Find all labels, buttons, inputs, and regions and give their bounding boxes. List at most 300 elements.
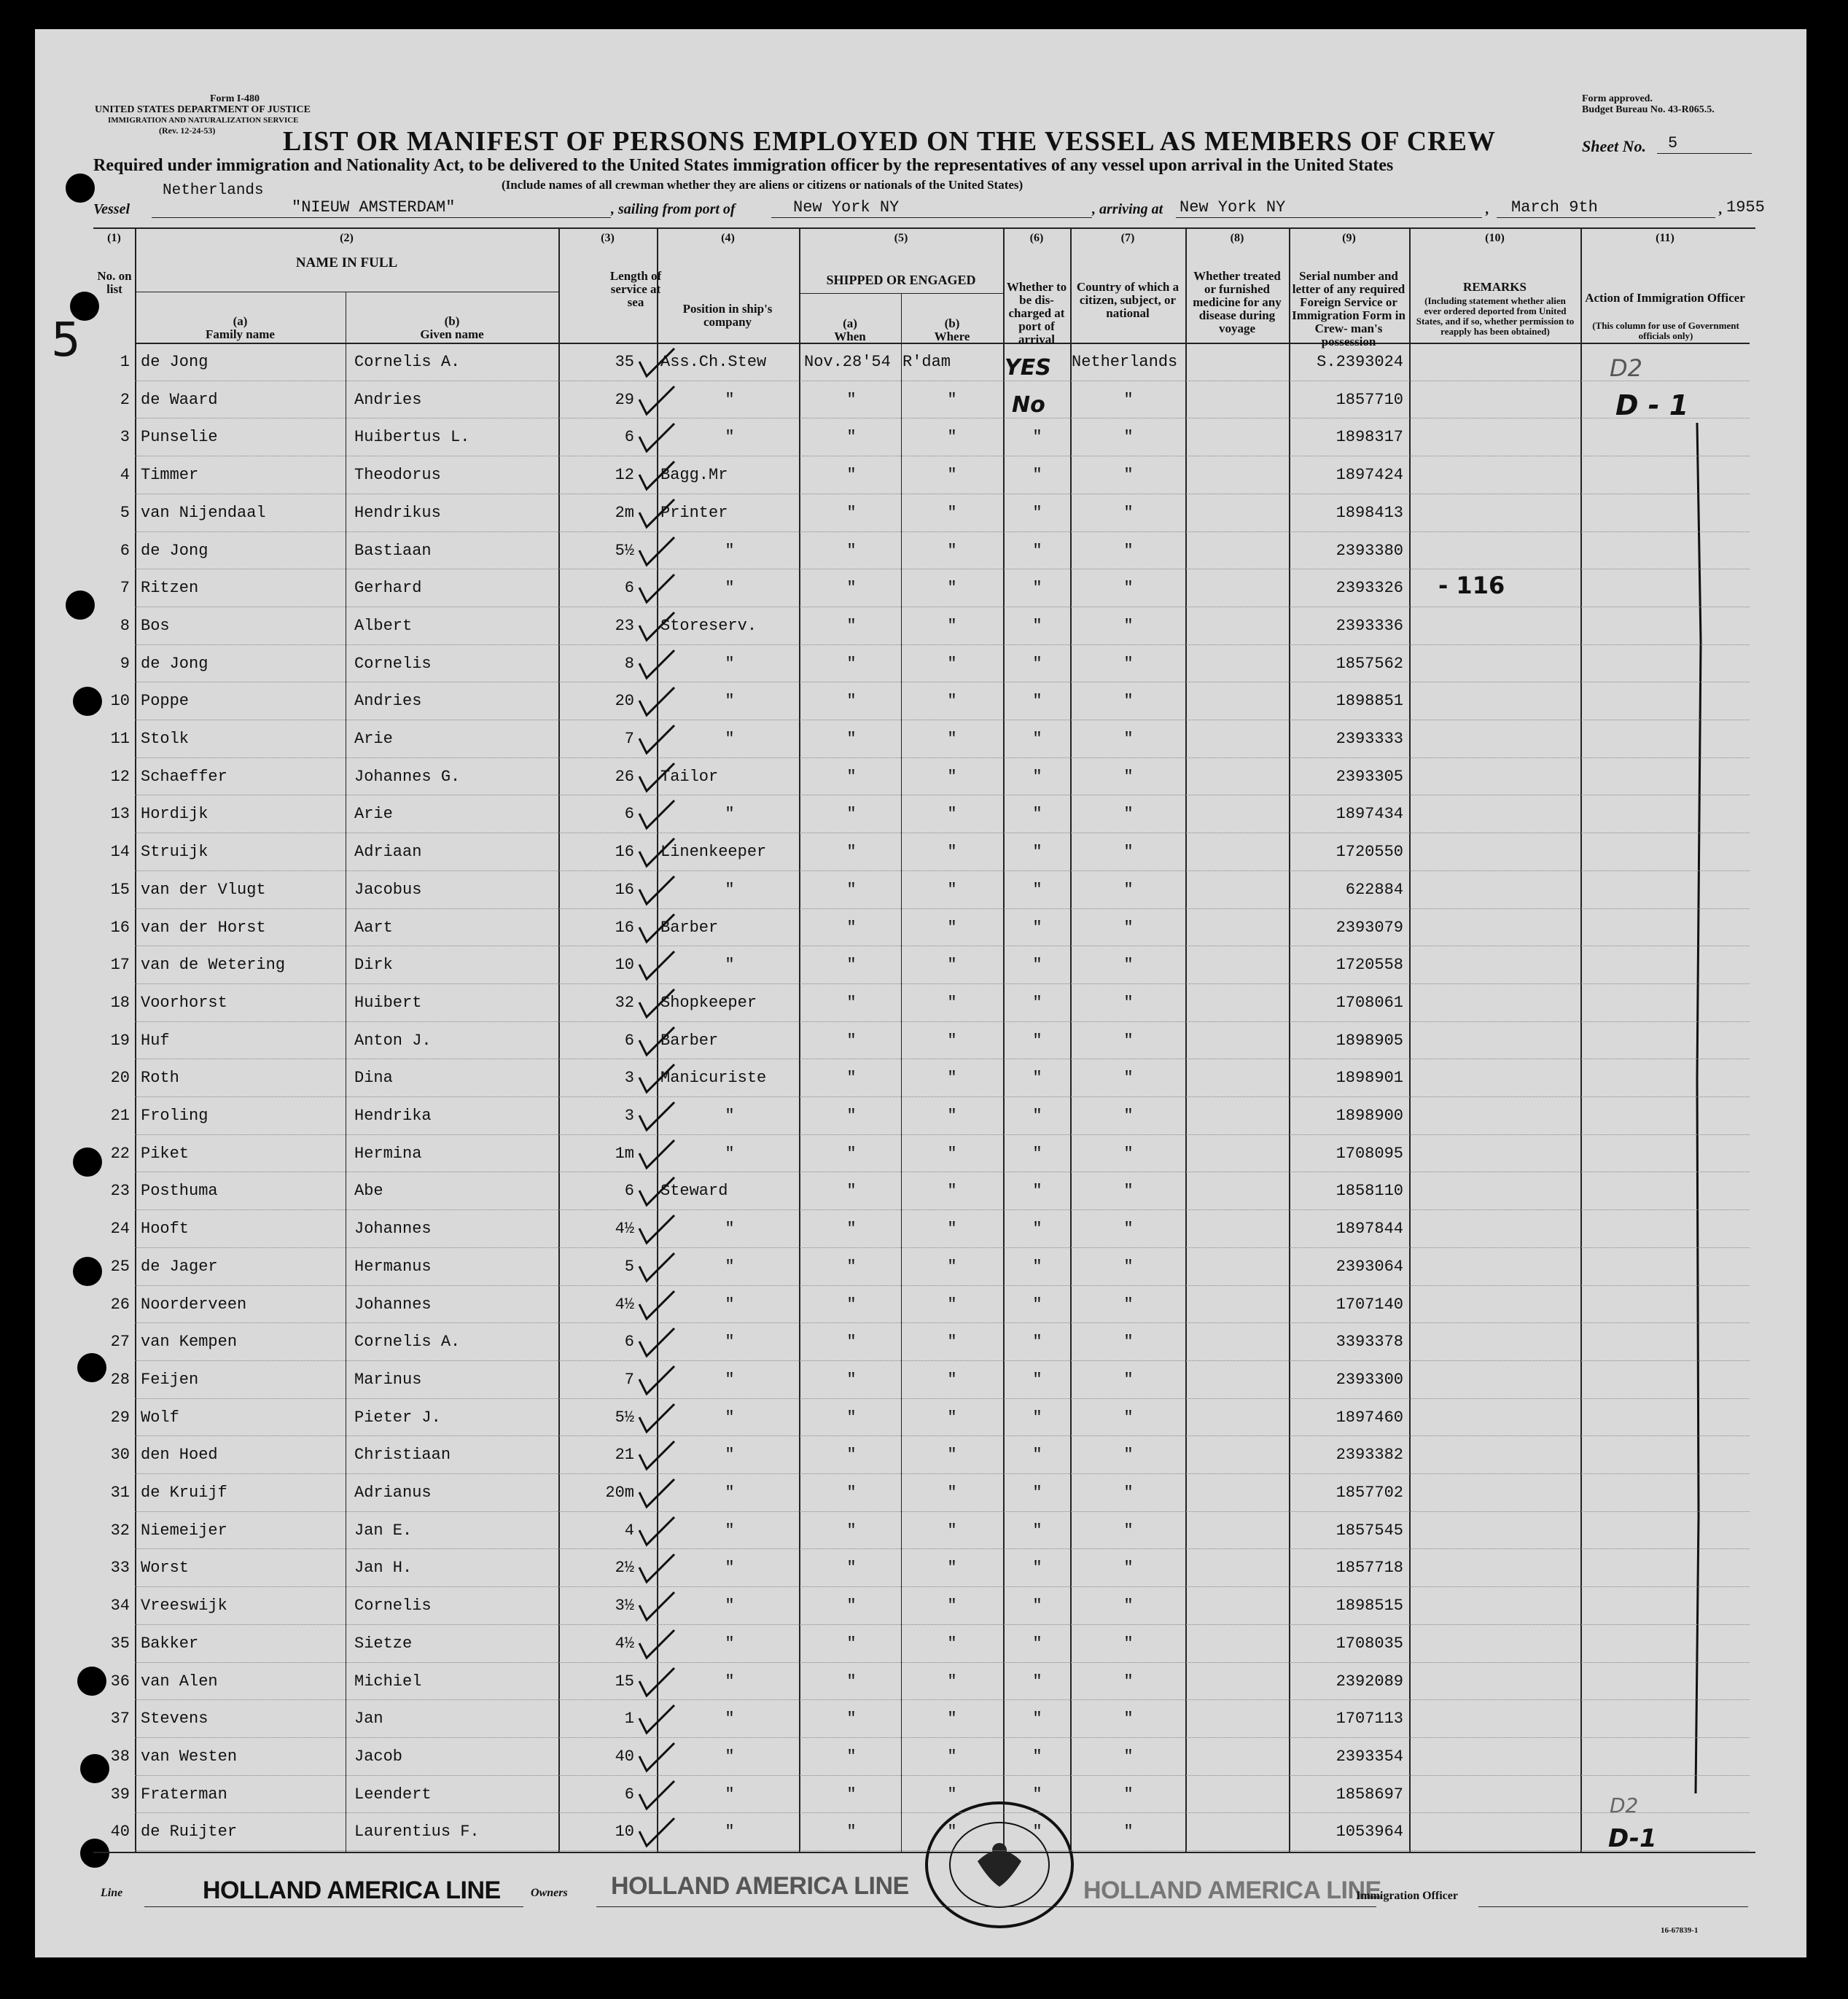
- serial-number: 2392089: [1336, 1672, 1403, 1691]
- shipped-where: ": [947, 956, 957, 975]
- vessel-flag: Netherlands: [163, 182, 264, 199]
- shipped-where: ": [947, 1747, 957, 1766]
- country: ": [1123, 1257, 1134, 1276]
- punch-hole: [66, 591, 95, 620]
- length-of-service: 8: [624, 654, 634, 673]
- length-of-service: 5: [624, 1257, 634, 1276]
- length-of-service: 3: [624, 1069, 634, 1088]
- shipped-when: ": [846, 1710, 857, 1729]
- discharged: ": [1032, 1559, 1042, 1578]
- header-country: Country of which a citizen, subject, or national: [1076, 280, 1180, 320]
- checkmark-icon: [636, 496, 680, 533]
- length-of-service: 10: [615, 1823, 634, 1842]
- shipped-when: ": [846, 1182, 857, 1201]
- sailing-label: , sailing from port of: [611, 201, 736, 217]
- checkmark-icon: [636, 1665, 680, 1702]
- shipped-when: ": [846, 1446, 857, 1465]
- shipped-where: ": [947, 1823, 957, 1842]
- serial-number: 1707140: [1336, 1295, 1403, 1314]
- checkmark-icon: [636, 1740, 680, 1777]
- col-num: (8): [1230, 232, 1244, 244]
- shipped-when: ": [846, 1031, 857, 1050]
- family-name: de Jager: [141, 1257, 218, 1276]
- checkmark-icon: [636, 1325, 680, 1362]
- length-of-service: 1m: [615, 1144, 634, 1163]
- checkmark-icon: [636, 1401, 680, 1438]
- serial-number: 3393378: [1336, 1333, 1403, 1352]
- shipped-when: ": [846, 390, 857, 409]
- checkmark-icon: [636, 459, 680, 495]
- given-name: Michiel: [354, 1672, 422, 1691]
- given-name: Pieter J.: [354, 1408, 441, 1427]
- length-of-service: 29: [615, 390, 634, 409]
- form-title: LIST OR MANIFEST OF PERSONS EMPLOYED ON THE VESSEL AS MEMBERS OF CREW: [283, 126, 1496, 157]
- country: ": [1123, 1031, 1134, 1050]
- family-name: Bakker: [141, 1634, 199, 1653]
- position: Barber: [660, 1031, 719, 1050]
- length-of-service: 15: [615, 1672, 634, 1691]
- shipped-where: ": [947, 1370, 957, 1389]
- position: ": [725, 1144, 735, 1163]
- shipped-where: ": [947, 730, 957, 748]
- shipped-where: ": [947, 1408, 957, 1427]
- country: ": [1123, 843, 1134, 862]
- shipped-where: ": [947, 843, 957, 862]
- given-name: Marinus: [354, 1370, 422, 1389]
- shipped-when: ": [846, 1785, 857, 1804]
- checkmark-icon: [636, 685, 680, 721]
- family-name: Froling: [141, 1107, 208, 1125]
- row-number: 19: [110, 1031, 130, 1050]
- position: ": [725, 880, 735, 899]
- given-name: Jan E.: [354, 1521, 413, 1540]
- shipped-when: ": [846, 767, 857, 786]
- discharged: ": [1032, 1370, 1042, 1389]
- row-number: 31: [110, 1484, 130, 1502]
- row-number: 38: [110, 1747, 130, 1766]
- row-number: 13: [110, 805, 130, 824]
- row-number: 11: [110, 730, 130, 748]
- length-of-service: 1: [624, 1710, 634, 1729]
- length-of-service: 7: [624, 730, 634, 748]
- header-medicine: Whether treated or furnished medicine for any disease during voyage: [1193, 269, 1282, 335]
- revision: (Rev. 12-24-53): [159, 125, 216, 136]
- position: ": [725, 654, 735, 673]
- shipped-when: ": [846, 1069, 857, 1088]
- row-number: 39: [110, 1785, 130, 1804]
- position: ": [725, 1823, 735, 1842]
- discharged: ": [1032, 1220, 1042, 1239]
- given-name: Hendrikus: [354, 503, 441, 522]
- discharged: ": [1032, 1257, 1042, 1276]
- position: ": [725, 1257, 735, 1276]
- checkmark-icon: [636, 1061, 680, 1098]
- discharged: ": [1032, 1823, 1042, 1842]
- family-name: den Hoed: [141, 1446, 218, 1465]
- budget-bureau: Budget Bureau No. 43-R065.5.: [1582, 104, 1715, 115]
- shipped-when: ": [846, 730, 857, 748]
- checkmark-icon: [636, 948, 680, 985]
- arrival-year: 1955: [1726, 198, 1765, 217]
- serial-number: 1720550: [1336, 843, 1403, 862]
- given-name: Cornelis: [354, 654, 432, 673]
- port-from: New York NY: [793, 198, 900, 217]
- shipped-when: ": [846, 1220, 857, 1239]
- shipped-where: ": [947, 1559, 957, 1578]
- shipped-when: ": [846, 993, 857, 1012]
- discharged: ": [1032, 1182, 1042, 1201]
- family-name: de Jong: [141, 353, 208, 371]
- position: ": [725, 579, 735, 598]
- shipped-when: ": [846, 1521, 857, 1540]
- country: ": [1123, 579, 1134, 598]
- length-of-service: 20: [615, 692, 634, 711]
- header-shipped: SHIPPED OR ENGAGED: [826, 273, 976, 287]
- row-number: 24: [110, 1220, 130, 1239]
- checkmark-icon: [636, 1551, 680, 1588]
- family-name: van der Horst: [141, 918, 266, 937]
- position: ": [725, 1220, 735, 1239]
- serial-number: 2393354: [1336, 1747, 1403, 1766]
- country: ": [1123, 1634, 1134, 1653]
- shipped-where: ": [947, 880, 957, 899]
- country: ": [1123, 692, 1134, 711]
- checkmark-icon: [636, 760, 680, 797]
- family-name: Posthuma: [141, 1182, 218, 1201]
- checkmark-icon: [636, 798, 680, 834]
- checkmark-icon: [636, 572, 680, 608]
- length-of-service: 16: [615, 918, 634, 937]
- vessel-label: Vessel: [93, 201, 130, 217]
- shipped-where: ": [947, 1220, 957, 1239]
- country: ": [1123, 767, 1134, 786]
- shipped-where: ": [947, 1295, 957, 1314]
- punch-hole: [66, 174, 95, 203]
- shipped-where: ": [947, 616, 957, 635]
- country: ": [1123, 880, 1134, 899]
- given-name: Adriaan: [354, 843, 422, 862]
- shipped-where: ": [947, 1257, 957, 1276]
- family-name: Ritzen: [141, 579, 199, 598]
- serial-number: 1898901: [1336, 1069, 1403, 1088]
- given-name: Sietze: [354, 1634, 413, 1653]
- row-number: 25: [110, 1257, 130, 1276]
- shipped-when: ": [846, 918, 857, 937]
- shipped-when: ": [846, 1672, 857, 1691]
- checkmark-icon: [636, 986, 680, 1023]
- owners-label: Owners: [531, 1887, 568, 1899]
- country: ": [1123, 1484, 1134, 1502]
- discharged: ": [1032, 730, 1042, 748]
- serial-number: 1897434: [1336, 805, 1403, 824]
- shipped-where: ": [947, 767, 957, 786]
- shipped-where: ": [947, 1597, 957, 1616]
- position: ": [725, 1559, 735, 1578]
- row-number: 30: [110, 1446, 130, 1465]
- row-number: 14: [110, 843, 130, 862]
- length-of-service: 3: [624, 1107, 634, 1125]
- checkmark-icon: [636, 722, 680, 759]
- row-number: 22: [110, 1144, 130, 1163]
- length-of-service: 4½: [615, 1634, 634, 1653]
- given-name: Johannes: [354, 1220, 432, 1239]
- given-name: Hendrika: [354, 1107, 432, 1125]
- country: ": [1123, 654, 1134, 673]
- shipped-when: Nov.28'54: [804, 353, 891, 371]
- discharged: ": [1032, 805, 1042, 824]
- shipped-where: ": [947, 692, 957, 711]
- row-number: 20: [110, 1069, 130, 1088]
- shipped-where: ": [947, 503, 957, 522]
- family-name: de Waard: [141, 390, 218, 409]
- serial-number: 1708035: [1336, 1634, 1403, 1653]
- family-name: van de Wetering: [141, 956, 286, 975]
- sheet-label: Sheet No.: [1582, 137, 1646, 155]
- checkmark-icon: [636, 1778, 680, 1815]
- position: ": [725, 1408, 735, 1427]
- family-name: Vreeswijk: [141, 1597, 227, 1616]
- consular-stamp-icon: [923, 1799, 1076, 1930]
- col-num: (11): [1656, 232, 1674, 244]
- shipped-when: ": [846, 1597, 857, 1616]
- col-num: (6): [1029, 232, 1044, 244]
- length-of-service: 5½: [615, 541, 634, 560]
- shipped-when: ": [846, 1370, 857, 1389]
- country: ": [1123, 1370, 1134, 1389]
- row-number: 29: [110, 1408, 130, 1427]
- serial-number: 1708061: [1336, 993, 1403, 1012]
- shipped-where: ": [947, 1521, 957, 1540]
- family-name: van der Vlugt: [141, 880, 266, 899]
- position: Ass.Ch.Stew: [660, 353, 767, 371]
- serial-number: 1897844: [1336, 1220, 1403, 1239]
- family-name: Timmer: [141, 466, 199, 485]
- sheet-number: 5: [1668, 134, 1678, 152]
- serial-number: 1857710: [1336, 390, 1403, 409]
- shipped-where: ": [947, 1031, 957, 1050]
- header-given-b: (b): [444, 314, 460, 328]
- shipped-when: ": [846, 1484, 857, 1502]
- discharged: ": [1032, 1107, 1042, 1125]
- given-name: Johannes G.: [354, 767, 461, 786]
- family-name: Schaeffer: [141, 767, 227, 786]
- shipped-where: ": [947, 466, 957, 485]
- serial-number: 1053964: [1336, 1823, 1403, 1842]
- discharged: ": [1032, 1597, 1042, 1616]
- position: ": [725, 1333, 735, 1352]
- position: ": [725, 1484, 735, 1502]
- country: ": [1123, 1710, 1134, 1729]
- given-name: Cornelis A.: [354, 1333, 461, 1352]
- shipped-when: ": [846, 1823, 857, 1842]
- serial-number: 1857562: [1336, 654, 1403, 673]
- given-name: Andries: [354, 692, 422, 711]
- serial-number: 1720558: [1336, 956, 1403, 975]
- manifest-sheet: Form I-480 UNITED STATES DEPARTMENT OF JUSTICE IMMIGRATION AND NATURALIZATION SERVICE (Rev. 12-24-53) Form approved. Budget Bureau No. 43-R065.5. Sheet No. 5 LIST OR MANIFEST OF PERSONS EMPLOYED ON THE VESSEL AS MEMBERS OF CREW Required under immigration and Nationality Act, to be delivered to the United States immigration officer by the representatives of any vessel upon arrival in the United States (Include names of all crewman whether they are aliens or citizens or nationals of the United States) Netherlands Vessel "NIEUW AMSTERDAM" , sailing from port of New York NY , arriving at New York NY , March 9th , 1955 (1) (2) (3) (4) (5) (6) (7) (8) (9) (10) (11) No. on list NAME IN FULL (a) Family name (b) Given name Length of service at sea Position in ship's company SHIPPED OR ENGAGED (a) When (b) Where Whether to be dis- charged at port of arrival Country of which a citizen, subject, or national Whether treated or furnished medicine for any disease during voyage Serial number and letter of any required Foreign Service or Immigration Form in Crew- man's possession REMARKS (Including statement whether alien ever ordered deported from United States, and if so, whether permission to reapply has been obtained) Action of Immigration Officer (This column for use of Government officials only) 5 YES No - 116 D2 D - 1 D2 D-1 Line HOLLAND AMERICA LINE Owners HOLLAND AMERICA LINE HOLLAND AMERICA LINE Immigration Officer 16-67839-1 1 de Jong Cornelis A. 35 Ass.Ch.Stew Nov.28'54 R'dam Netherlands S.2393024 2 de Waard Andries 29 " " " " 1857710 3 Punselie Huibertus L. 6 " " " " " 1898317 4 Timmer Theodorus 12 Bagg.Mr " " " " 1897424 5 van Nijendaal Hendrikus 2m Printer " " " " 1898413 6 de Jong Bastiaan 5½ " " " " " 2393380 7 Ritzen Gerhard 6 " " " " " 2393326 8 Bos Albert 23 Storeserv. " " " " 2393336 9 de Jong Cornelis 8 " " " " " 1857562 10 Poppe Andries 20 " " " " " 1898851 11 Stolk Arie 7 " " " " " 2393333 12 Schaeffer Johannes G. 26 Tailor " " " " 2393305 13 Hordijk Arie 6 " " " " " 1897434 14 Struijk Adriaan 16 Linenkeeper " " " " 1720550 15 van der Vlugt Jacobus 16 " " " " " 622884 16 van der Horst Aart 16 Barber " " " " 2393079 17 van de Wetering Dirk 10 " " " " " 1720558 18 Voorhorst Huibert 32 Shopkeeper " " " " 1708061 19 Huf Anton J. 6 Barber " " " " 1898905 20 Roth Dina 3 Manicuriste " " " " 1898901 21 Froling Hendrika 3 " " " " " 1898900 22 Piket Hermina 1m " " " " " 1708095 23 Posthuma Abe 6 Steward " " " " 1858110 24 Hooft Johannes 4½ " " " " " 1897844 25 de Jager Hermanus 5 " " " " " 2393064 26 Noorderveen Johannes 4½ " " " " " 1707140 27 van Kempen Cornelis A. 6 " " " " " 3393378 28 Feijen Marinus 7 " " " " " 2393300 29 Wolf Pieter J. 5½ " " " " " 1897460 30 den Hoed Christiaan 21 " " " " " 2393382 31 de Kruijf Adrianus 20m " " " " " 1857702 32 Niemeijer Jan E. 4 " " " " " 1857545 33 Worst Jan H. 2½ " " " " " 1857718 34 Vreeswijk Cornelis 3½ " " " " " 1898515 35 Bakker Sietze 4½ " " " " " 1708035 36 van Alen Michiel 15 " " " " " 2392089 37 Stevens Jan 1 " " " " " 1707113 38 van Westen Jacob 40 " " " " " 2393354 39 Fraterman Leendert 6 " " " " " 1858697 40 de Ruijter Laurentius F. 10 " " " " " 1053964: [35, 29, 1806, 1957]
- position: Shopkeeper: [660, 993, 757, 1012]
- position: ": [725, 1446, 735, 1465]
- shipped-where: ": [947, 805, 957, 824]
- family-name: Feijen: [141, 1370, 199, 1389]
- given-name: Theodorus: [354, 466, 441, 485]
- shipped-where: ": [947, 1484, 957, 1502]
- length-of-service: 2m: [615, 503, 634, 522]
- required-statement: Required under immigration and Nationality Act, to be delivered to the United States immigration officer by the representatives of any vessel upon arrival in the United States: [93, 156, 1394, 175]
- family-name: de Jong: [141, 541, 208, 560]
- given-name: Huibert: [354, 993, 422, 1012]
- family-name: van Kempen: [141, 1333, 238, 1352]
- discharged: ": [1032, 1710, 1042, 1729]
- row-number: 35: [110, 1634, 130, 1653]
- punch-hole: [80, 1839, 109, 1868]
- family-name: Stevens: [141, 1710, 208, 1729]
- length-of-service: 32: [615, 993, 634, 1012]
- position: ": [725, 1370, 735, 1389]
- shipped-when: ": [846, 880, 857, 899]
- length-of-service: 16: [615, 843, 634, 862]
- shipped-where: ": [947, 654, 957, 673]
- port-to: New York NY: [1180, 198, 1286, 217]
- discharged: ": [1032, 767, 1042, 786]
- header-discharged: Whether to be dis- charged at port of arrival: [1006, 280, 1067, 346]
- family-name: Hordijk: [141, 805, 208, 824]
- length-of-service: 4½: [615, 1295, 634, 1314]
- length-of-service: 6: [624, 1182, 634, 1201]
- shipped-when: ": [846, 579, 857, 598]
- row-number: 40: [110, 1823, 130, 1842]
- position: ": [725, 1295, 735, 1314]
- country: ": [1123, 1220, 1134, 1239]
- given-name: Cornelis A.: [354, 353, 461, 371]
- position: ": [725, 428, 735, 447]
- discharged: ": [1032, 1672, 1042, 1691]
- given-name: Andries: [354, 390, 422, 409]
- checkmark-icon: [636, 383, 680, 420]
- shipped-when: ": [846, 1747, 857, 1766]
- col-num: (5): [894, 232, 908, 244]
- shipped-where: ": [947, 1107, 957, 1125]
- length-of-service: 23: [615, 616, 634, 635]
- checkmark-icon: [636, 1174, 680, 1211]
- shipped-when: ": [846, 843, 857, 862]
- country: ": [1123, 1408, 1134, 1427]
- checkmark-icon: [636, 1250, 680, 1287]
- discharged: ": [1032, 843, 1042, 862]
- serial-number: 2393305: [1336, 767, 1403, 786]
- row-number: 33: [110, 1559, 130, 1578]
- given-name: Adrianus: [354, 1484, 432, 1502]
- col-num: (3): [601, 232, 615, 244]
- row-number: 27: [110, 1333, 130, 1352]
- length-of-service: 3½: [615, 1597, 634, 1616]
- discharged: ": [1032, 1295, 1042, 1314]
- shipped-when: ": [846, 1107, 857, 1125]
- header-when: When: [834, 330, 866, 343]
- family-name: van Nijendaal: [141, 503, 266, 522]
- family-name: Punselie: [141, 428, 218, 447]
- length-of-service: 12: [615, 466, 634, 485]
- shipped-when: ": [846, 805, 857, 824]
- position: Linenkeeper: [660, 843, 767, 862]
- serial-number: 2393079: [1336, 918, 1403, 937]
- row-number: 3: [120, 428, 130, 447]
- given-name: Bastiaan: [354, 541, 432, 560]
- family-name: Worst: [141, 1559, 190, 1578]
- col-num: (10): [1485, 232, 1505, 244]
- row-number: 36: [110, 1672, 130, 1691]
- shipped-when: ": [846, 616, 857, 635]
- shipped-where: ": [947, 1710, 957, 1729]
- country: Netherlands: [1072, 353, 1178, 371]
- country: ": [1123, 541, 1134, 560]
- checkmark-icon: [636, 1514, 680, 1551]
- given-name: Laurentius F.: [354, 1823, 480, 1842]
- discharged: ": [1032, 541, 1042, 560]
- immigration-officer-label: Immigration Officer: [1356, 1890, 1458, 1902]
- remark-116: - 116: [1438, 572, 1505, 599]
- serial-number: 1858110: [1336, 1182, 1403, 1201]
- shipped-when: ": [846, 1295, 857, 1314]
- shipped-where: ": [947, 1672, 957, 1691]
- position: ": [725, 390, 735, 409]
- family-name: Wolf: [141, 1408, 179, 1427]
- checkmark-icon: [636, 346, 680, 382]
- length-of-service: 2½: [615, 1559, 634, 1578]
- position: ": [725, 1107, 735, 1125]
- checkmark-icon: [636, 1702, 680, 1739]
- shipped-where: ": [947, 541, 957, 560]
- serial-number: 2393300: [1336, 1370, 1403, 1389]
- length-of-service: 6: [624, 579, 634, 598]
- given-name: Hermanus: [354, 1257, 432, 1276]
- family-name: Niemeijer: [141, 1521, 227, 1540]
- checkmark-icon: [636, 1137, 680, 1174]
- country: ": [1123, 1333, 1134, 1352]
- header-action: Action of Immigration Officer: [1585, 291, 1745, 305]
- row-number: 8: [120, 616, 130, 635]
- country: ": [1123, 466, 1134, 485]
- shipped-where: ": [947, 918, 957, 937]
- given-name: Huibertus L.: [354, 428, 470, 447]
- country: ": [1123, 390, 1134, 409]
- header-no-on-list: No. on list: [97, 269, 132, 296]
- header-serial: Serial number and letter of any required Foreign Service or Immigration Form in Crew- man's possession: [1292, 269, 1406, 348]
- serial-number: 1898317: [1336, 428, 1403, 447]
- given-name: Jan H.: [354, 1559, 413, 1578]
- discharged: ": [1032, 956, 1042, 975]
- serial-number: 622884: [1345, 880, 1403, 899]
- length-of-service: 6: [624, 1333, 634, 1352]
- col-num: (9): [1342, 232, 1356, 244]
- country: ": [1123, 1295, 1134, 1314]
- vessel-name: "NIEUW AMSTERDAM": [292, 198, 456, 217]
- shipped-where: ": [947, 579, 957, 598]
- position: ": [725, 1634, 735, 1653]
- checkmark-icon: [636, 1099, 680, 1136]
- serial-number: S.2393024: [1317, 353, 1403, 371]
- row-number: 28: [110, 1370, 130, 1389]
- header-remarks-note: (Including statement whether alien ever ordered deported from United States, and if so, whether permission to reapply has been obtained): [1416, 295, 1575, 337]
- owners-value: HOLLAND AMERICA LINE: [611, 1872, 909, 1900]
- row-number: 37: [110, 1710, 130, 1729]
- length-of-service: 35: [615, 353, 634, 371]
- position: ": [725, 1747, 735, 1766]
- header-where: Where: [934, 330, 970, 343]
- header-remarks: REMARKS: [1463, 280, 1527, 294]
- length-of-service: 4½: [615, 1220, 634, 1239]
- include-note: (Include names of all crewman whether they are aliens or citizens or nationals of the United States): [502, 178, 1024, 192]
- length-of-service: 20m: [605, 1484, 634, 1502]
